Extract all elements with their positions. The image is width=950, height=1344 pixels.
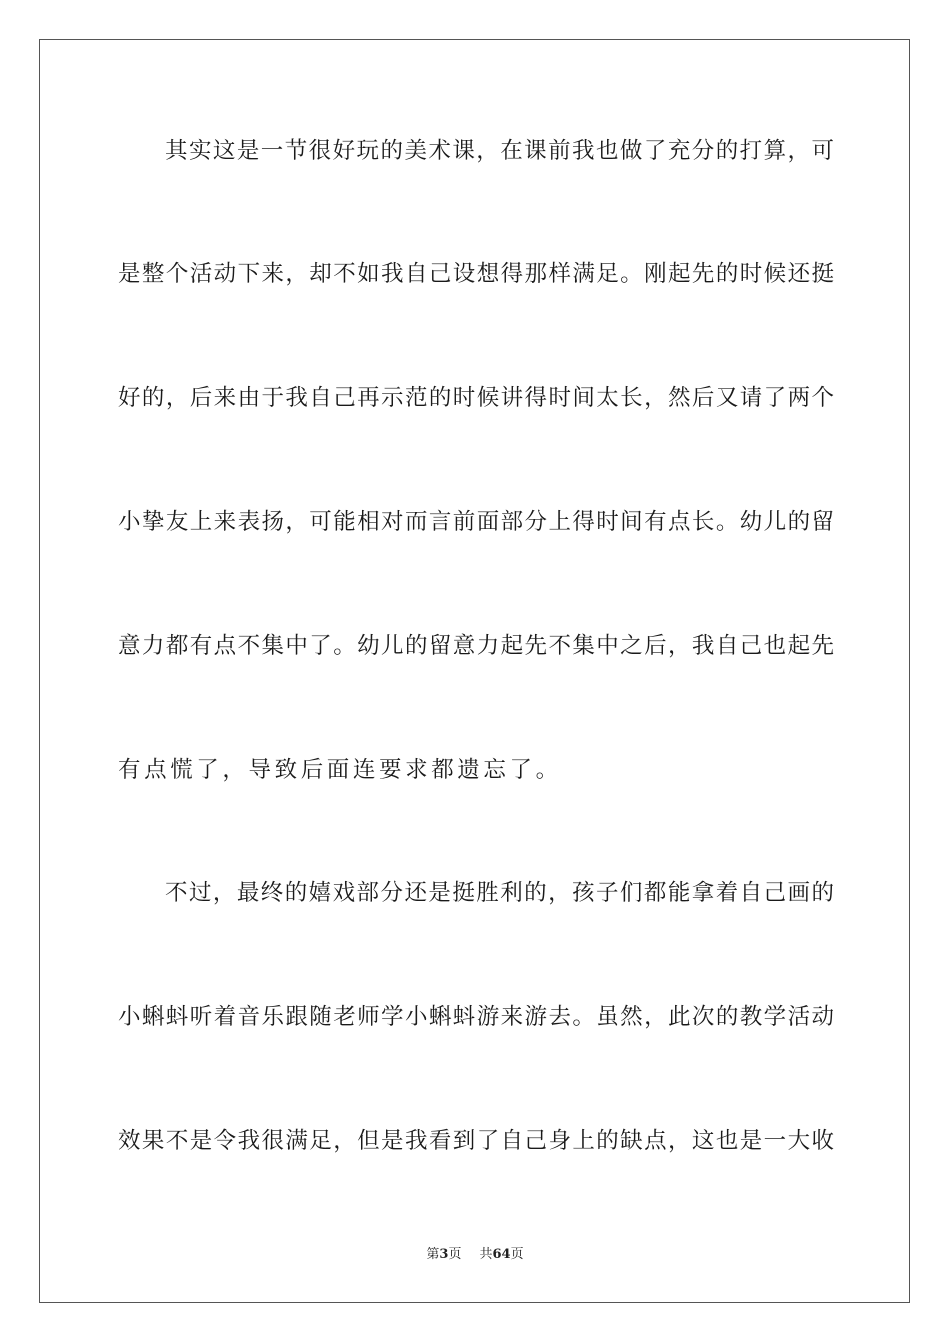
page-suffix: 页 <box>448 1247 462 1262</box>
total-pages: 64 <box>492 1247 511 1262</box>
page-prefix: 第 <box>426 1247 440 1262</box>
total-prefix: 共 <box>479 1247 493 1262</box>
text-line: 不过，最终的嬉戏部分还是挺胜利的，孩子们都能拿着自己画的 <box>165 880 834 906</box>
text-line: 其实这是一节很好玩的美术课，在课前我也做了充分的打算，可 <box>165 138 834 164</box>
text-line: 有点慌了，导致后面连要求都遗忘了。 <box>118 757 562 783</box>
page-footer <box>0 1243 950 1262</box>
text-line: 是整个活动下来，却不如我自己设想得那样满足。刚起先的时候还挺 <box>118 261 834 287</box>
text-line: 小蝌蚪听着音乐跟随老师学小蝌蚪游来游去。虽然，此次的教学活动 <box>118 1004 834 1030</box>
total-suffix: 页 <box>510 1247 524 1262</box>
page-number: 3 <box>439 1247 449 1262</box>
text-line: 意力都有点不集中了。幼儿的留意力起先不集中之后，我自己也起先 <box>118 633 834 659</box>
text-line: 效果不是令我很满足，但是我看到了自己身上的缺点，这也是一大收 <box>118 1128 834 1154</box>
text-line: 好的，后来由于我自己再示范的时候讲得时间太长，然后又请了两个 <box>118 385 834 411</box>
page-border <box>39 39 910 1303</box>
text-line: 小挚友上来表扬，可能相对而言前面部分上得时间有点长。幼儿的留 <box>118 509 834 535</box>
